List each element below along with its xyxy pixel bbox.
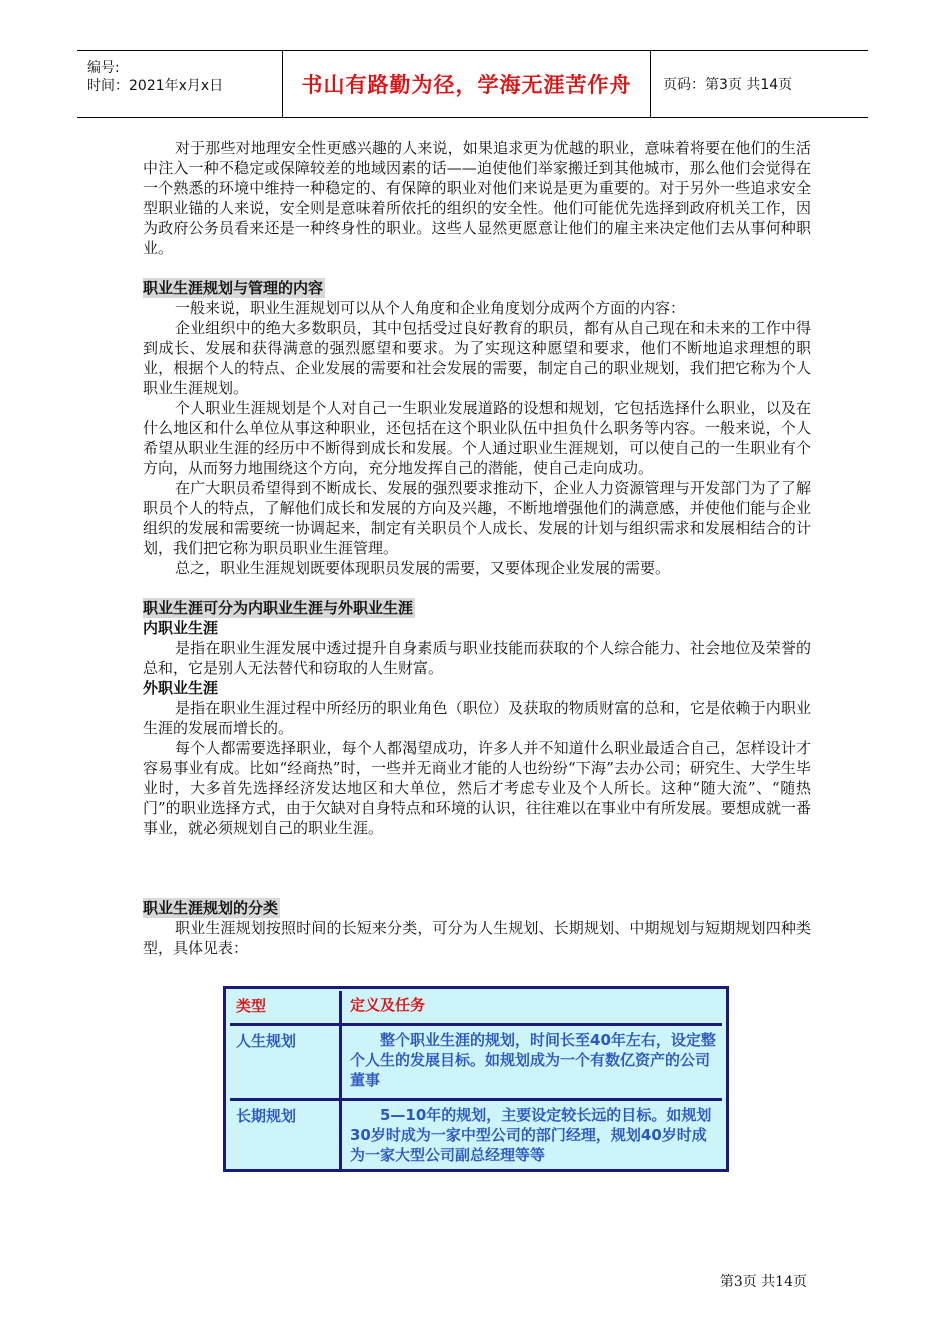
subsection-heading: 外职业生涯 — [143, 679, 219, 697]
header-page-number: 页码：第3页 共14页 — [663, 77, 793, 93]
subsection-heading: 内职业生涯 — [143, 619, 219, 637]
section-heading: 职业生涯规划与管理的内容 — [143, 279, 324, 297]
table-cell-type: 长期规划 — [230, 1101, 342, 1169]
paragraph: 个人职业生涯规划是个人对自己一生职业发展道路的设想和规划，它包括选择什么职业，以及在什么地区和什么单位从事这种职业，还包括在这个职业队伍中担负什么职务等内容。一般来说，个人希望从职业生涯的经历中不断得到成长和发展。个人通过职业生涯规划，可以使自己的一生职业有个方向，从而努力地围绕这个方向，充分地发挥自己的潜能，使自己走向成功。 — [143, 399, 811, 477]
page-header — [77, 50, 868, 118]
document-body — [143, 138, 811, 958]
table-header-row — [230, 991, 722, 1026]
table-cell-desc — [342, 1101, 722, 1169]
table-cell-desc-text: 整个职业生涯的规划，时间长至40年左右，设定整个人生的发展目标。如规划成为一个有数亿资产的公司董事 — [350, 1031, 716, 1089]
paragraph: 是指在职业生涯过程中所经历的职业角色（职位）及获取的物质财富的总和，它是依赖于内职业生涯的发展而增长的。 — [143, 699, 811, 737]
paragraph: 一般来说，职业生涯规划可以从个人角度和企业角度划分成两个方面的内容： — [175, 299, 686, 317]
paragraph: 总之，职业生涯规划既要体现职员发展的需要，又要体现企业发展的需要。 — [175, 559, 671, 577]
planning-types-table — [223, 986, 729, 1172]
document-time-label: 时间：2021年x月x日 — [87, 78, 224, 94]
table-cell-type: 人生规划 — [230, 1026, 342, 1098]
paragraph: 在广大职员希望得到不断成长、发展的强烈要求推动下，企业人力资源管理与开发部门为了了解职员个人的特点，了解他们成长和发展的方向及兴趣，不断地增强他们的满意感，并使他们能与企业组织的发展和需要统一协调起来，制定有关职员个人成长、发展的计划与组织需求和发展相结合的计划，我们把它称为职员职业生涯管理。 — [143, 479, 811, 557]
header-meta — [77, 51, 283, 117]
section-heading: 职业生涯可分为内职业生涯与外职业生涯 — [143, 599, 414, 617]
paragraph: 对于那些对地理安全性更感兴趣的人来说，如果追求更为优越的职业，意味着将要在他们的生活中注入一种不稳定或保障较差的地域因素的话——迫使他们举家搬迁到其他城市，那么他们会觉得在一个熟悉的环境中维持一种稳定的、有保障的职业对他们来说是更为重要的。对于另外一些追求安全型职业锚的人来说，安全则是意味着所依托的组织的安全性。他们可能优先选择到政府机关工作，因为政府公务员看来还是一种终身性的职业。这些人显然更愿意让他们的雇主来决定他们去从事何种职业。 — [143, 139, 811, 257]
table-row — [230, 1101, 722, 1169]
paragraph: 企业组织中的绝大多数职员，其中包括受过良好教育的职员，都有从自己现在和未来的工作中得到成长、发展和获得满意的强烈愿望和要求。为了实现这种愿望和要求，他们不断地追求理想的职业，根据个人的特点、企业发展的需要和社会发展的需要，制定自己的职业规划，我们把它称为个人职业生涯规划。 — [143, 319, 811, 397]
section-heading: 职业生涯规划的分类 — [143, 899, 279, 917]
table-cell-desc-text: 5—10年的规划，主要设定较长远的目标。如规划30岁时成为一家中型公司的部门经理，规划40岁时成为一家大型公司副总经理等等 — [350, 1106, 712, 1164]
table-header-cell: 定义及任务 — [350, 996, 426, 1014]
header-motto: 书山有路勤为径，学海无涯苦作舟 — [283, 51, 651, 117]
paragraph: 是指在职业生涯发展中透过提升自身素质与职业技能而获取的个人综合能力、社会地位及荣誉的总和，它是别人无法替代和窃取的人生财富。 — [143, 639, 811, 677]
table-row — [230, 1026, 722, 1101]
table-header-cell: 类型 — [230, 991, 342, 1023]
document-number-label: 编号: — [87, 60, 120, 76]
footer-page-number: 第3页 共14页 — [719, 1274, 807, 1290]
table-cell-desc — [342, 1026, 722, 1098]
paragraph: 职业生涯规划按照时间的长短来分类，可分为人生规划、长期规划、中期规划与短期规划四种类型，具体见表： — [143, 919, 811, 957]
paragraph: 每个人都需要选择职业，每个人都渴望成功，许多人并不知道什么职业最适合自己，怎样设计才容易事业有成。比如“经商热”时，一些并无商业才能的人也纷纷“下海”去办公司；研究生、大学生毕业时，大多首先选择经济发达地区和大单位，然后才考虑专业及个人所长。这种“随大流”、“随热门”的职业选择方式，由于欠缺对自身特点和环境的认识，往往难以在事业中有所发展。要想成就一番事业，就必须规划自己的职业生涯。 — [143, 739, 811, 837]
